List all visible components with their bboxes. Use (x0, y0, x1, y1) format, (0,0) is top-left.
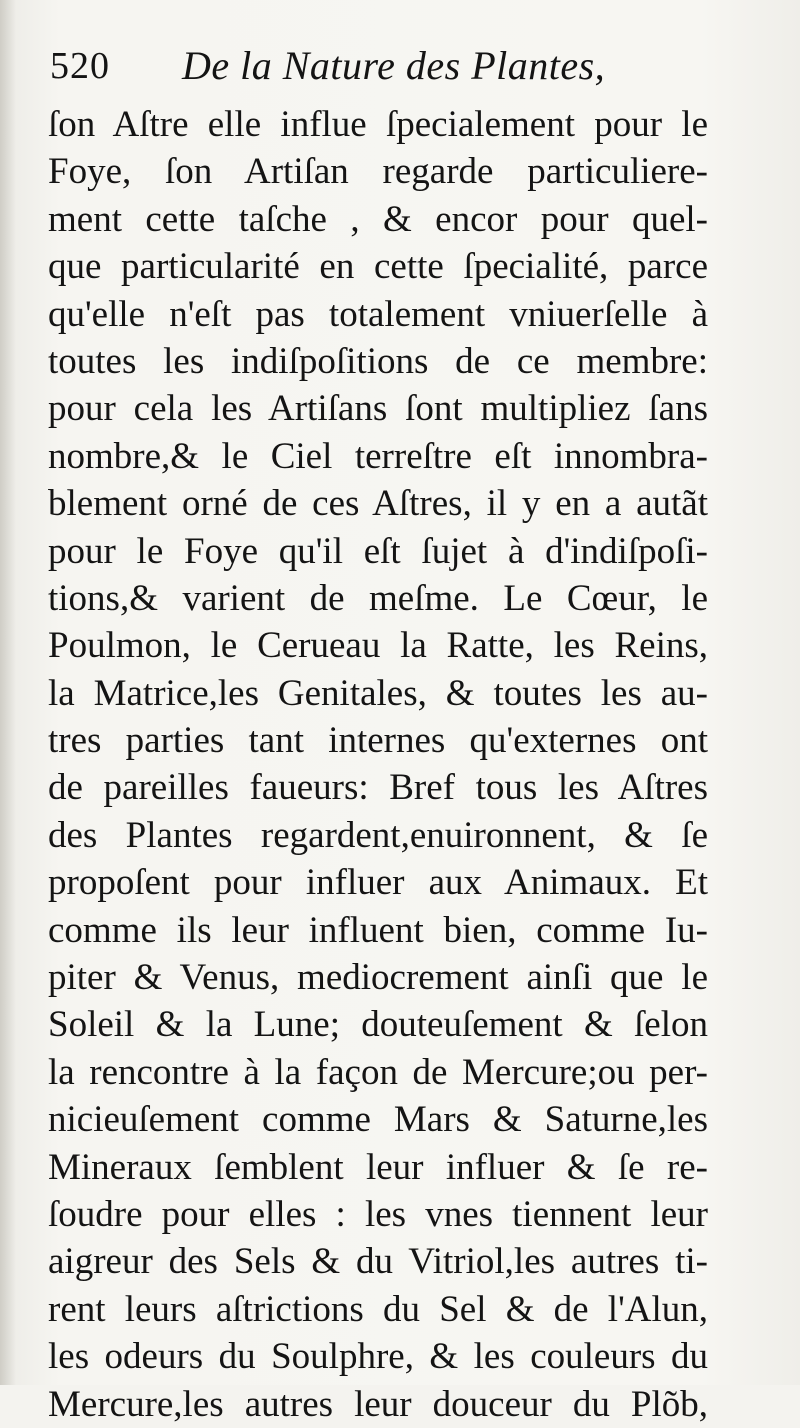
text-line: rent leurs aſtrictions du Sel & de l'Alun, (48, 1288, 708, 1330)
text-line: la rencontre à la façon de Mercure;ou per- (48, 1051, 708, 1093)
running-title: De la Nature des Plantes, (182, 43, 606, 88)
text-line: Poulmon, le Cerueau la Ratte, les Reins, (48, 625, 708, 667)
text-line: Mercure,les autres leur douceur du Plõb, (48, 1383, 708, 1425)
text-line: nombre,& le Ciel terreſtre eſt innombra- (48, 435, 708, 477)
text-line: tions,& varient de meſme. Le Cœur, le (48, 577, 708, 619)
text-line: les odeurs du Soulphre, & les couleurs du (48, 1336, 708, 1378)
text-line: toutes les indiſpoſitions de ce membre: (48, 340, 708, 382)
gutter-shadow (0, 0, 16, 1385)
page-number: 520 (50, 45, 110, 87)
text-line: propoſent pour influer aux Animaux. Et (48, 862, 708, 904)
text-line: blement orné de ces Aſtres, il y en a autãt (48, 483, 708, 525)
text-line: des Plantes regardent,enuironnent, & ſe (48, 814, 708, 856)
text-line: de pareilles faueurs: Bref tous les Aſtres (48, 767, 708, 809)
text-line: la Matrice,les Genitales, & toutes les au- (48, 672, 708, 714)
text-line: pour cela les Artiſans ſont multipliez ſans (48, 388, 708, 430)
body-text (48, 101, 708, 1428)
text-line: nicieuſement comme Mars & Saturne,les (48, 1099, 708, 1141)
text-line: que particularité en cette ſpecialité, parce (48, 246, 708, 288)
text-line: tres parties tant internes qu'externes ont (48, 720, 708, 762)
text-line: ment cette taſche , & encor pour quel- (48, 198, 708, 240)
page-header (50, 38, 750, 102)
text-line: aigreur des Sels & du Vitriol,les autres ti- (48, 1241, 708, 1283)
text-line: Mineraux ſemblent leur influer & ſe re- (48, 1146, 708, 1188)
text-line: piter & Venus, mediocrement ainſi que le (48, 957, 708, 999)
text-line: ſoudre pour elles : les vnes tiennent leur (48, 1193, 708, 1235)
text-line: Soleil & la Lune; douteuſement & ſelon (48, 1004, 708, 1046)
text-line: ſon Aſtre elle influe ſpecialement pour le (48, 104, 708, 145)
text-line: qu'elle n'eſt pas totalement vniuerſelle à (48, 293, 708, 335)
text-line: comme ils leur influent bien, comme Iu- (48, 909, 708, 951)
text-line: Foye, ſon Artiſan regarde particuliere- (48, 151, 708, 193)
text-line: pour le Foye qu'il eſt ſujet à d'indiſpoſi- (48, 530, 708, 572)
